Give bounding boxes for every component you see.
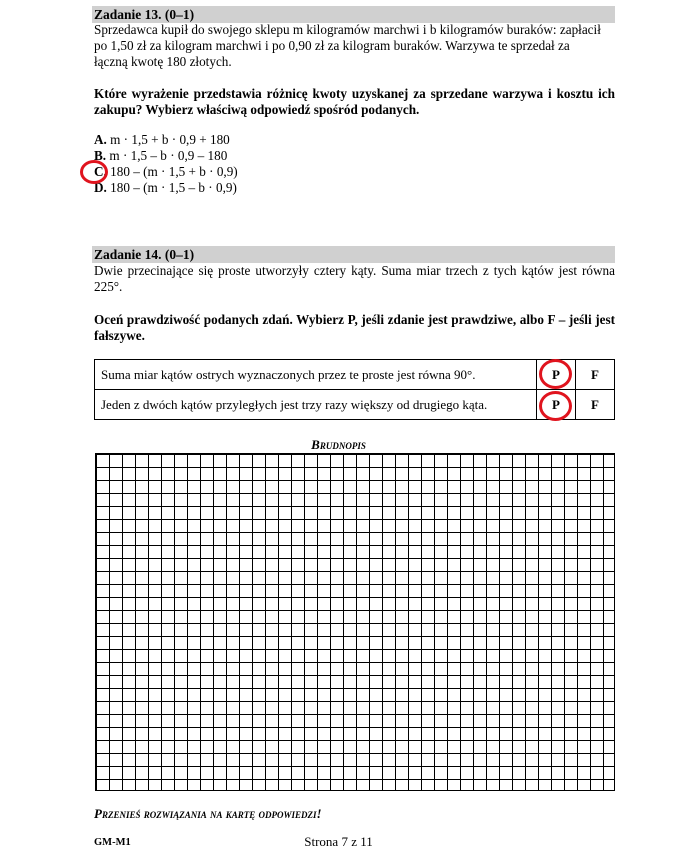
option-a[interactable] — [94, 132, 230, 148]
option-text: 180 – (m · 1,5 – b · 0,9) — [110, 180, 237, 195]
option-letter: D. — [94, 180, 107, 195]
option-f-1[interactable]: F — [576, 360, 615, 390]
selected-p-circle-2 — [539, 391, 572, 421]
task-13-question: Które wyrażenie przedstawia różnicę kwoty uzyskanej za sprzedane warzywa i kosztu ich zakupu? Wybierz właściwą odpowiedź spośród podanych. — [94, 86, 615, 118]
option-f-2[interactable]: F — [576, 390, 615, 420]
selected-p-circle-1 — [539, 359, 572, 389]
footer-note: Przenieś rozwiązania na kartę odpowiedzi! — [94, 806, 322, 821]
option-letter: C. — [94, 164, 107, 179]
option-p-2[interactable]: P — [537, 390, 576, 420]
statement-2: Jeden z dwóch kątów przyległych jest trzy razy większy od drugiego kąta. — [95, 390, 537, 420]
option-text: m · 1,5 – b · 0,9 – 180 — [109, 148, 228, 163]
task-13-body-line-1: Sprzedawca kupił do swojego sklepu m kilogramów marchwi i b kilogramów buraków: zapłacił — [94, 22, 601, 37]
option-d[interactable] — [94, 180, 237, 196]
draft-label: Brudnopis — [311, 437, 366, 452]
option-letter: B. — [94, 148, 107, 163]
table-row — [95, 390, 615, 420]
option-p-1[interactable]: P — [537, 360, 576, 390]
option-letter: A. — [94, 132, 107, 147]
option-text: 180 – (m · 1,5 + b · 0,9) — [110, 164, 238, 179]
true-false-table — [94, 359, 615, 420]
task-14-body: Dwie przecinające się proste utworzyły cztery kąty. Suma miar trzech z tych kątów jest równa 225°. — [94, 263, 615, 295]
option-b[interactable] — [94, 148, 227, 164]
table-row — [95, 360, 615, 390]
option-c[interactable] — [94, 164, 238, 180]
task-13-body-line-2: po 1,50 zł za kilogram marchwi i po 0,90 zł za kilogram buraków. Warzywa te sprzedał za — [94, 38, 570, 53]
task-13-body-line-3: łączną kwotę 180 złotych. — [94, 54, 232, 69]
statement-1: Suma miar kątów ostrych wyznaczonych przez te proste jest równa 90°. — [95, 360, 537, 390]
draft-grid[interactable] — [95, 453, 615, 791]
selected-answer-circle — [80, 160, 108, 184]
task-14-header: Zadanie 14. (0–1) — [92, 246, 615, 263]
task-13-header: Zadanie 13. (0–1) — [92, 6, 615, 23]
page-number: Strona 7 z 11 — [304, 834, 373, 849]
exam-code: GM-M1 — [94, 837, 131, 848]
option-text: m · 1,5 + b · 0,9 + 180 — [110, 132, 230, 147]
task-14-instruction: Oceń prawdziwość podanych zdań. Wybierz P, jeśli zdanie jest prawdziwe, albo F – jeśli jest fałszywe. — [94, 312, 615, 344]
